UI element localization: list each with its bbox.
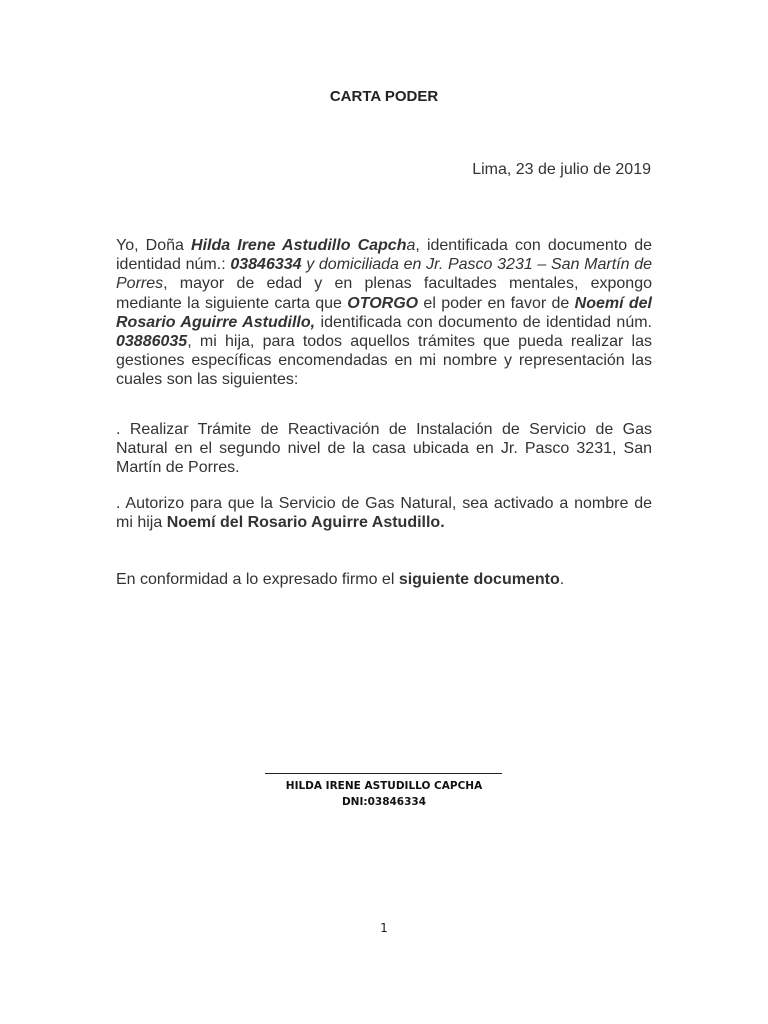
paragraph-authorization [116,494,652,532]
text-segment: , identificada con documento de identidad núm.: [116,237,653,274]
grantee-name: Noemí del Rosario Aguirre Astudillo. [166,514,445,532]
text-segment: identificada con documento de identidad núm. [315,313,653,331]
grantee-name: Noemí del Rosario Aguirre Astudillo, [116,294,652,331]
grantee-dni: 03886035 [116,333,188,351]
text-segment: . Autorizo para que la Servicio de Gas Natural, sea activado a nombre de mi hija [116,495,652,532]
paragraph-conformity [116,570,652,589]
signature-line [265,773,502,774]
text-segment: , mayor de edad y en plenas facultades mentales, expongo mediante la siguiente carta que [116,275,652,312]
text-segment: el poder en favor de [418,294,575,312]
text-segment: En conformidad a lo expresado firmo el [116,571,399,588]
otorgo-keyword: OTORGO [347,294,419,312]
text-segment: . [559,571,565,588]
paragraph-procedure: . Realizar Trámite de Reactivación de Instalación de Servicio de Gas Natural en el segundo nivel de la casa ubicada en Jr. Pasco 3231, San Martín de Porres. [116,421,652,477]
text-segment: a [406,237,416,254]
signature-dni: DNI:03846334 [341,796,427,808]
text-segment: Yo, Doña [116,237,192,254]
text-segment: , mi hija, para todos aquellos trámites que pueda realizar las gestiones específicas encomendadas en mi nombre y representación las cuales son las siguientes: [116,333,652,389]
paragraph-grant [116,236,652,390]
bold-segment: siguiente documento [398,571,560,588]
signature-name: HILDA IRENE ASTUDILLO CAPCHA [285,780,483,792]
page-number: 1 [380,921,388,935]
document-date: Lima, 23 de julio de 2019 [472,161,651,178]
document-title: CARTA PODER [329,88,439,105]
grantor-dni: 03846334 [230,256,302,274]
grantor-address: y domiciliada en Jr. Pasco 3231 – San Martín de Porres [116,256,652,293]
grantor-name: Hilda Irene Astudillo Capch [191,237,407,254]
